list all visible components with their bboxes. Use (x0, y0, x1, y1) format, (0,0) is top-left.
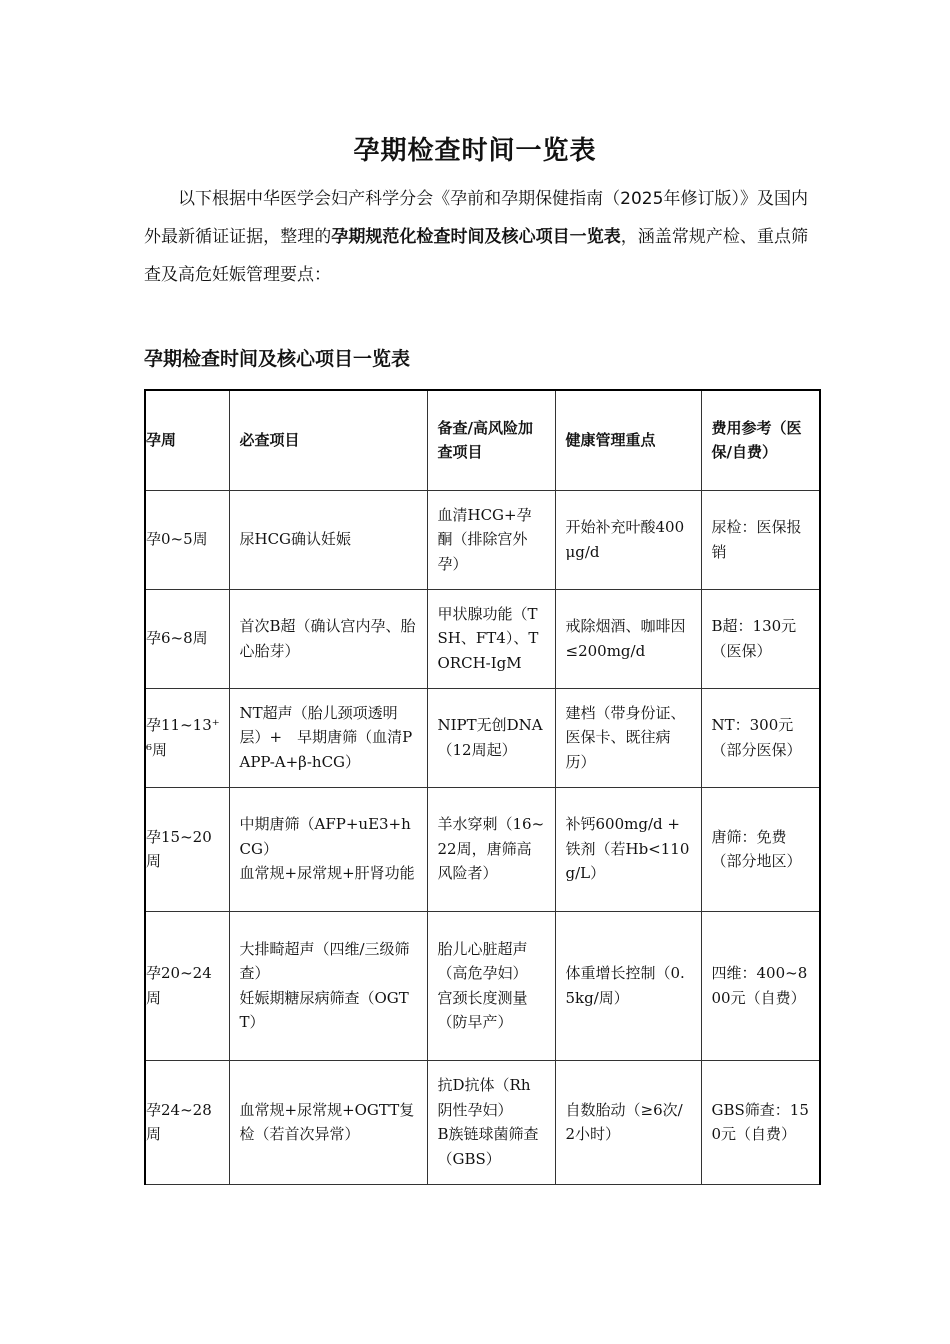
cell-line: 宫颈长度测量（防早产） (437, 988, 528, 1031)
header-cost: 费用参考（医保/自费） (701, 390, 820, 490)
cell-line: 尿检：医保报销 (711, 518, 802, 561)
intro-text-after: ，涵盖常规产检、重点筛查及高危妊娠管理要点： (144, 227, 809, 285)
table-row (145, 787, 820, 911)
header-week: 孕周 (145, 390, 229, 490)
intro-paragraph (144, 180, 808, 294)
cell-cost (701, 490, 820, 589)
cell-line: 建档（带身份证、医保卡、既往病历） (565, 703, 686, 771)
section-heading: 孕期检查时间及核心项目一览表 (144, 348, 411, 370)
cell-required (229, 1060, 427, 1184)
cell-optional (427, 787, 555, 911)
cell-cost (701, 589, 820, 688)
header-required: 必查项目 (229, 390, 427, 490)
table-header-row (145, 390, 820, 490)
cell-line: NIPT无创DNA（12周起） (437, 716, 543, 759)
cell-week: 孕20~24周 (145, 911, 229, 1060)
cell-line: 甲状腺功能（TSH、FT4）、TORCH-IgM (437, 604, 539, 672)
header-management: 健康管理重点 (555, 390, 701, 490)
header-optional: 备查/高风险加查项目 (427, 390, 555, 490)
cell-line: NT：300元（部分医保） (711, 716, 802, 759)
cell-cost (701, 787, 820, 911)
pregnancy-check-table (144, 389, 821, 1185)
cell-line: 四维：400~800元（自费） (711, 964, 808, 1007)
cell-required (229, 787, 427, 911)
cell-management (555, 1060, 701, 1184)
cell-required (229, 589, 427, 688)
cell-cost (701, 1060, 820, 1184)
table-row (145, 589, 820, 688)
cell-week: 孕11~13⁺⁶周 (145, 688, 229, 787)
cell-required (229, 490, 427, 589)
cell-optional (427, 490, 555, 589)
table-row (145, 911, 820, 1060)
table-row (145, 490, 820, 589)
cell-cost (701, 688, 820, 787)
page-title: 孕期检查时间一览表 (353, 136, 597, 166)
cell-optional (427, 589, 555, 688)
cell-line: 妊娠期糖尿病筛查（OGTT） (239, 988, 409, 1031)
table-row (145, 688, 820, 787)
table-row (145, 1060, 820, 1184)
cell-management (555, 688, 701, 787)
cell-line: 中期唐筛（AFP+uE3+hCG） (239, 815, 411, 858)
cell-line: 血清HCG+孕酮（排除宫外孕） (437, 505, 532, 573)
cell-week: 孕0~5周 (145, 490, 229, 589)
intro-text-bold: 孕期规范化检查时间及核心项目一览表 (331, 227, 621, 247)
cell-line: 尿HCG确认妊娠 (239, 530, 352, 549)
cell-optional (427, 1060, 555, 1184)
cell-line: 戒除烟酒、咖啡因≤200mg/d (565, 617, 686, 660)
cell-week: 孕24~28周 (145, 1060, 229, 1184)
cell-line: 补钙600mg/d + 铁剂（若Hb<110g/L） (565, 815, 690, 883)
cell-optional (427, 688, 555, 787)
cell-line: 血常规+尿常规+肝肾功能 (239, 864, 415, 883)
cell-line: 抗D抗体（Rh阴性孕妇） (437, 1076, 531, 1119)
cell-line: B超：130元（医保） (711, 617, 797, 660)
cell-line: GBS筛查：150元（自费） (711, 1100, 809, 1143)
cell-management (555, 911, 701, 1060)
cell-line: 血常规+尿常规+OGTT复检（若首次异常） (239, 1100, 415, 1143)
cell-line: 大排畸超声（四维/三级筛查） (239, 939, 410, 982)
cell-line: 胎儿心脏超声（高危孕妇） (437, 939, 528, 982)
cell-required (229, 688, 427, 787)
cell-management (555, 589, 701, 688)
cell-line: 唐筛：免费（部分地区） (711, 827, 802, 870)
cell-week: 孕15~20周 (145, 787, 229, 911)
cell-required (229, 911, 427, 1060)
cell-line: 羊水穿刺（16~22周，唐筛高风险者） (437, 815, 545, 883)
cell-line: 开始补充叶酸400μg/d (565, 518, 685, 561)
cell-cost (701, 911, 820, 1060)
cell-line: 体重增长控制（0.5kg/周） (565, 964, 685, 1007)
cell-line: 自数胎动（≥6次/2小时） (565, 1100, 683, 1143)
cell-management (555, 490, 701, 589)
cell-line: NT超声（胎儿颈项透明层）+ 早期唐筛（血清PAPP-A+β-hCG） (239, 703, 413, 771)
cell-optional (427, 911, 555, 1060)
cell-line: 首次B超（确认宫内孕、胎心胎芽） (239, 617, 416, 660)
cell-line: B族链球菌筛查（GBS） (437, 1125, 539, 1168)
cell-management (555, 787, 701, 911)
cell-week: 孕6~8周 (145, 589, 229, 688)
intro-text-before: 以下根据中华医学会妇产科学分会《孕前和孕期保健指南（2025年修订版）》及国内外最新循证证据，整理的 (144, 189, 808, 247)
